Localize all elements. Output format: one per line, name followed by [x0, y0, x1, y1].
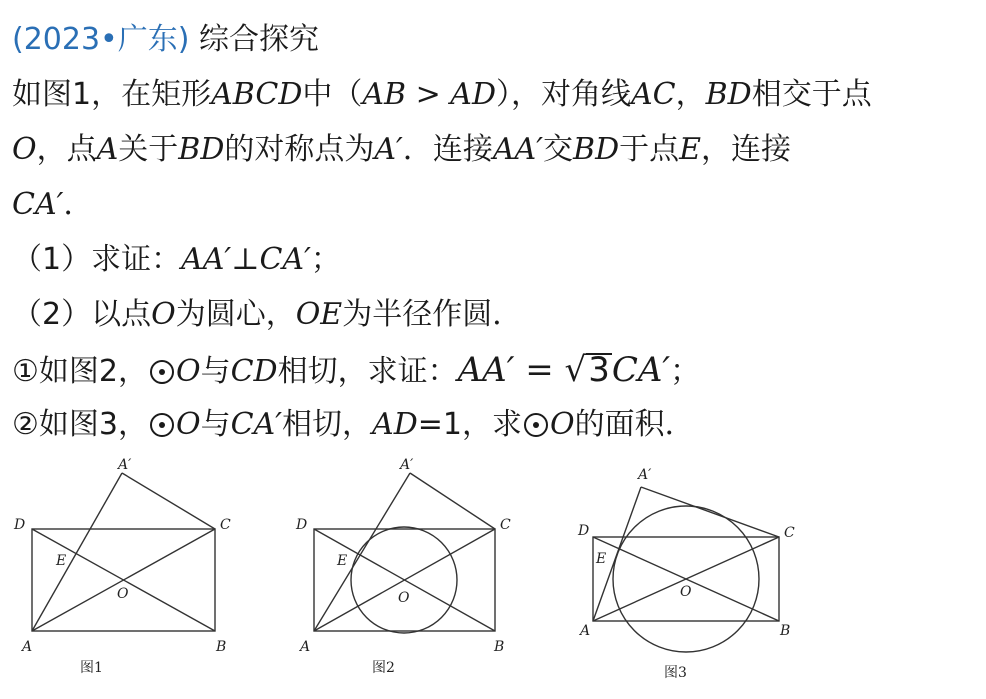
- math: ABCD: [211, 77, 303, 112]
- text: ①如图2，: [12, 354, 148, 389]
- text: 与: [200, 354, 231, 389]
- label-c: C: [784, 525, 795, 541]
- segment-ca-prime: [122, 473, 215, 529]
- problem-line-3: [12, 185, 93, 225]
- math: O: [549, 407, 575, 442]
- question-1: [12, 240, 341, 280]
- figure-3: [577, 467, 795, 681]
- segment-ca-prime: [641, 487, 779, 537]
- label-a: A: [580, 623, 591, 639]
- math: CD: [230, 354, 278, 389]
- label-a-prime: A′: [638, 467, 652, 483]
- problem-line-2: [12, 130, 791, 170]
- math: BD: [573, 132, 620, 167]
- math: E: [679, 132, 702, 167]
- text: 的对称点为: [224, 132, 375, 167]
- text: 关于: [118, 132, 179, 167]
- text: 相切，求证：: [277, 354, 458, 389]
- label-d: D: [578, 523, 590, 539]
- problem-header: [12, 20, 319, 60]
- label-o: O: [117, 586, 129, 602]
- label-a-prime: A′: [400, 457, 414, 473]
- label-e: E: [596, 551, 607, 567]
- label-a: A: [300, 639, 311, 655]
- label-o: O: [398, 590, 410, 606]
- text: （2）以点: [12, 297, 152, 332]
- sqrt-radicand: 3: [588, 350, 610, 390]
- question-2-1: [12, 350, 700, 392]
- figure-3-caption: 图3: [664, 665, 687, 681]
- figure-1-caption: 图1: [80, 660, 103, 676]
- text: 与: [200, 407, 231, 442]
- text: =1，求: [417, 407, 522, 442]
- segment-aa-prime: [32, 473, 122, 631]
- math: O: [175, 354, 201, 389]
- text: ，连接: [701, 132, 792, 167]
- text: ，点: [36, 132, 97, 167]
- circle-dot-icon: [150, 413, 174, 437]
- math: AA′⊥CA′: [181, 242, 311, 277]
- question-2: [12, 295, 522, 335]
- text: ，: [675, 77, 706, 112]
- segment-aa-prime: [314, 473, 410, 631]
- math: O: [12, 132, 37, 167]
- segment-ca-prime: [410, 473, 495, 529]
- text: 交: [543, 132, 574, 167]
- label-d: D: [296, 517, 308, 533]
- text: 为半径作圆．: [342, 297, 523, 332]
- circle-dot-icon: [524, 413, 548, 437]
- math: O: [175, 407, 201, 442]
- math: AC: [631, 77, 676, 112]
- figure-1: [13, 457, 231, 676]
- label-c: C: [500, 517, 511, 533]
- label-c: C: [220, 517, 231, 533]
- circle-dot-icon: [150, 360, 174, 384]
- math: O: [151, 297, 176, 332]
- problem-title: 综合探究: [199, 22, 319, 57]
- sqrt-sign: √: [564, 350, 587, 390]
- label-a-prime: A′: [118, 457, 132, 473]
- question-2-2: [12, 405, 695, 445]
- math: BD: [705, 77, 752, 112]
- figure-2-caption: 图2: [372, 660, 395, 676]
- label-a: A: [22, 639, 33, 655]
- text: 相交于点: [751, 77, 872, 112]
- label-e: E: [337, 553, 348, 569]
- math: CA′: [611, 350, 671, 390]
- problem-line-1: [12, 75, 872, 115]
- text: 为圆心，: [175, 297, 296, 332]
- text: ；: [670, 354, 701, 389]
- problem-source: (2023•广东): [12, 22, 190, 57]
- label-b: B: [494, 639, 505, 655]
- text: ．: [63, 187, 94, 222]
- text: ②如图3，: [12, 407, 148, 442]
- text: 于点: [619, 132, 680, 167]
- math: AA′: [492, 132, 544, 167]
- label-o: O: [680, 584, 692, 600]
- text: 中（: [302, 77, 363, 112]
- text: ），对角线: [496, 77, 632, 112]
- math: A′: [374, 132, 403, 167]
- label-b: B: [216, 639, 227, 655]
- text: （1）求证：: [12, 242, 182, 277]
- math: AB > AD: [362, 77, 497, 112]
- figure-2: [295, 457, 511, 676]
- math: CA′: [230, 407, 283, 442]
- math: CA′: [12, 187, 64, 222]
- text: ．连接: [402, 132, 493, 167]
- text: 的面积．: [574, 407, 695, 442]
- figures: [0, 455, 986, 695]
- math: BD: [178, 132, 225, 167]
- text: 相切，: [282, 407, 373, 442]
- math: A: [96, 132, 119, 167]
- math: OE: [295, 297, 343, 332]
- text: 如图1，在矩形: [12, 77, 212, 112]
- label-b: B: [780, 623, 791, 639]
- math: AD: [372, 407, 418, 442]
- label-e: E: [56, 553, 67, 569]
- label-d: D: [14, 517, 26, 533]
- math: AA′ =: [457, 350, 565, 390]
- text: ；: [310, 242, 341, 277]
